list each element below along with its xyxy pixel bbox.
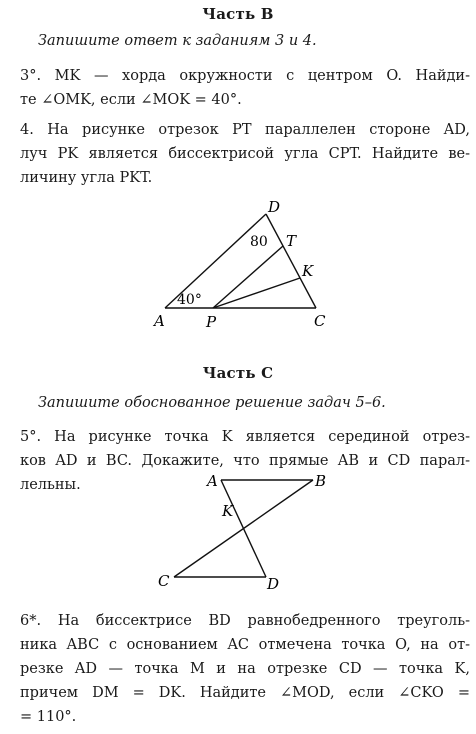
- problem-4-line-3: личину угла PKT.: [20, 170, 153, 186]
- problem-6-line-4: причем DM = DK. Найдите ∠MOD, если ∠CKO =: [20, 685, 470, 701]
- label-t: T: [286, 232, 297, 250]
- problem-5-line-1: 5°. На рисунке точка K является серединой отрез-: [20, 429, 470, 445]
- part-c-heading: Часть С: [202, 364, 274, 382]
- part-b-heading: Часть В: [202, 5, 274, 23]
- problem-6: [20, 609, 470, 729]
- label-a: A: [154, 312, 165, 330]
- angle-a-value: 40°: [177, 292, 202, 308]
- angle-d-value: 80: [250, 234, 268, 250]
- problem-6-line-3: резке AD — точка M и на отрезке CD — точка K,: [20, 661, 470, 677]
- label-b: B: [315, 472, 327, 490]
- problem-5-line-3: лельны.: [20, 477, 81, 493]
- label-p: P: [206, 313, 217, 331]
- problem-6-line-1: 6*. На биссектрисе BD равнобедренного треуголь-: [20, 613, 470, 629]
- problem-5-line-2: ков AD и BC. Докажите, что прямые AB и CD парал-: [20, 453, 470, 469]
- problem-3-line-2: те ∠OMK, если ∠MOK = 40°.: [20, 92, 242, 108]
- problem-6-line-2: ника ABC с основанием AC отмечена точка O, на от-: [20, 637, 470, 653]
- label-d: D: [268, 198, 281, 216]
- problem-4-line-2: луч PK является биссектрисой угла CPT. Найдите ве-: [20, 146, 470, 162]
- label-c: C: [158, 572, 170, 590]
- problem-6-line-5: = 110°.: [20, 709, 77, 725]
- segment-bc: [174, 480, 313, 577]
- label-k: K: [302, 262, 314, 280]
- part-b-instruction: Запишите ответ к заданиям 3 и 4.: [38, 33, 317, 49]
- label-d: D: [267, 575, 280, 593]
- part-c-instruction: Запишите обоснованное решение задач 5–6.: [38, 395, 386, 411]
- label-a: A: [207, 472, 218, 490]
- problem-4-line-1: 4. На рисунке отрезок PT параллелен стороне AD,: [20, 122, 470, 138]
- label-k: K: [222, 502, 234, 520]
- problem-3-line-1: 3°. MK — хорда окружности с центром O. Найди-: [20, 68, 470, 84]
- label-c: C: [314, 312, 326, 330]
